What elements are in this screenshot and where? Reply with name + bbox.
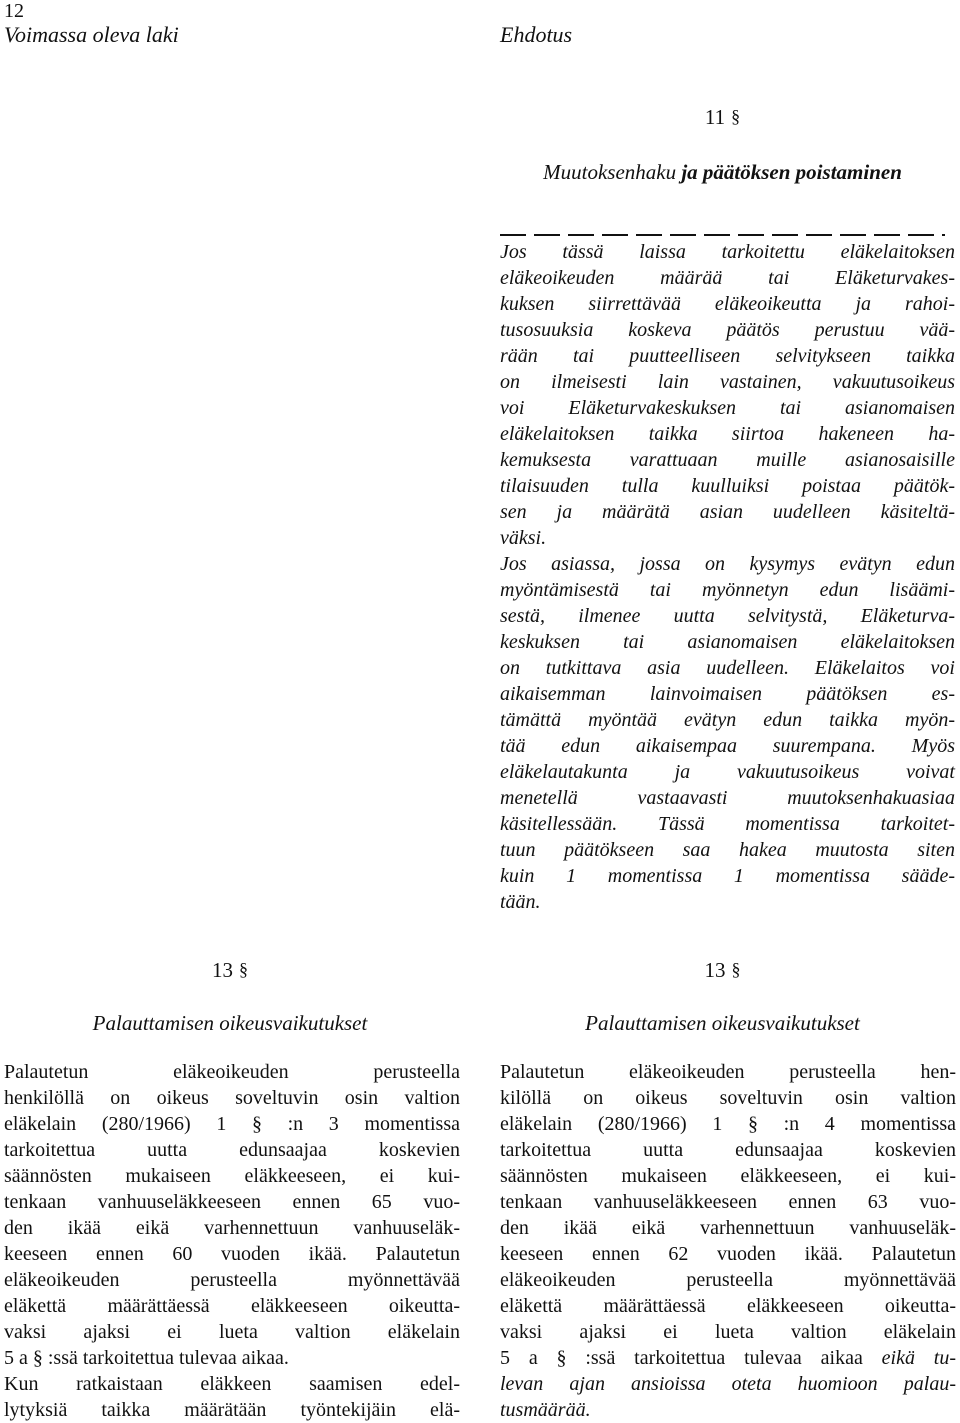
text-line: voi Eläketurvakeskuksen tai asianomaisen (500, 397, 955, 419)
section-11-paragraph-1 (500, 239, 955, 551)
text-line: tarkoitettua uutta edunsaajaa koskevien (4, 1139, 460, 1161)
left-section-13-paragraph-2 (4, 1371, 460, 1423)
section-11-title (500, 160, 945, 185)
right-section-13-paragraph-1 (500, 1059, 956, 1423)
text-line: Palautetun eläkeoikeuden perusteella (4, 1061, 460, 1083)
text-line: Palautetun eläkeoikeuden perusteella hen- (500, 1061, 956, 1083)
section-sign-icon: § (239, 959, 248, 979)
text-line: kuksen siirrettävää eläkeoikeutta ja rahoi- (500, 293, 955, 315)
right-section-13-title: Palauttamisen oikeusvaikutukset (585, 1011, 860, 1035)
text-line: eläkettä määrättäessä eläkkeeseen oikeutta- (500, 1295, 956, 1317)
text-line: keskuksen tai asianomaisen eläkelaitoksen (500, 631, 955, 653)
text-line: eläkeoikeuden perusteella myönnettävää (4, 1269, 460, 1291)
text-line: keeseen ennen 60 vuoden ikää. Palautetun (4, 1243, 460, 1265)
text-line: eläkelain (280/1966) 1 § :n 3 momentissa (4, 1113, 460, 1135)
text-line: säännösten mukaiseen eläkkeeseen, ei kui- (500, 1165, 956, 1187)
left-section-13-paragraph-1 (4, 1059, 460, 1371)
text-line: eläkettä määrättäessä eläkkeeseen oikeutta- (4, 1295, 460, 1317)
section-title-plain: Muutoksenhaku (543, 160, 677, 184)
text-line: den ikää eikä varhennettuun vanhuuseläk- (4, 1217, 460, 1239)
page-number: 12 (4, 0, 24, 22)
text-line (500, 1345, 956, 1371)
text-line: tämättä myöntää evätyn edun taikka myön- (500, 709, 955, 731)
text-line: säännösten mukaiseen eläkkeeseen, ei kui- (4, 1165, 460, 1187)
text-line: tilaisuuden tulla kuulluiksi poistaa päätök- (500, 475, 955, 497)
text-line: vaksi ajaksi ei lueta valtion eläkelain (4, 1321, 460, 1343)
section-number: 13 (704, 958, 726, 982)
section-sign-icon: § (731, 106, 741, 126)
section-11-paragraph-2 (500, 551, 955, 915)
amended-text-segment: eikä tu- (881, 1347, 957, 1369)
text-line: väksi. (500, 527, 547, 549)
section-11-heading (500, 105, 945, 130)
text-line: tään. (500, 891, 541, 913)
text-line: henkilöllä on oikeus soveltuvin osin valtion (4, 1087, 460, 1109)
text-line: tää edun aikaisempaa suurempana. Myös (500, 735, 955, 757)
right-section-13-heading (500, 958, 945, 983)
section-number: 13 (212, 958, 233, 982)
text-line: eläkelaitoksen taikka siirtoa hakeneen ha- (500, 423, 955, 445)
text-line: aikaisemman lainvoimaisen päätöksen es- (500, 683, 955, 705)
text-line: Jos asiassa, jossa on kysymys evätyn edun (500, 553, 955, 575)
text-line: myöntämisestä tai myönnetyn edun lisäämi- (500, 579, 955, 601)
text-line: sestä, ilmenee uutta selvitystä, Eläketurva- (500, 605, 955, 627)
text-line: tenkaan vanhuuseläkkeeseen ennen 65 vuo- (4, 1191, 460, 1213)
omitted-text-dash-line (500, 234, 945, 236)
text-line: Jos tässä laissa tarkoitettu eläkelaitoksen (500, 241, 955, 263)
amended-text-line: levan ajan ansioissa oteta huomioon palau- (500, 1373, 956, 1395)
text-line: keeseen ennen 62 vuoden ikää. Palautetun (500, 1243, 956, 1265)
text-line: rään tai puutteelliseen selvitykseen taikka (500, 345, 955, 367)
text-segment: 5 a § :ssä tarkoitettua tulevaa aikaa (500, 1347, 863, 1369)
section-sign-icon: § (731, 959, 741, 979)
text-line: tuun päätökseen saa hakea muutosta siten (500, 839, 955, 861)
amended-text-line: tusmäärää. (500, 1399, 591, 1421)
text-line: käsitellessään. Tässä momentissa tarkoitet- (500, 813, 955, 835)
text-line: tusosuuksia koskeva päätös perustuu vää- (500, 319, 955, 341)
section-title-amended: ja päätöksen poistaminen (681, 160, 902, 184)
text-line: kuin 1 momentissa 1 momentissa sääde- (500, 865, 955, 887)
text-line: tarkoitettua uutta edunsaajaa koskevien (500, 1139, 956, 1161)
text-line: kemuksesta varattuaan muille asianosaisille (500, 449, 955, 471)
text-line: on ilmeisesti lain vastainen, vakuutusoikeus (500, 371, 955, 393)
text-line: 5 a § :ssä tarkoitettua tulevaa aikaa. (4, 1347, 289, 1369)
text-line: menetellä vastaavasti muutoksenhakuasiaa (500, 787, 955, 809)
text-line: eläkeoikeuden perusteella myönnettävää (500, 1269, 956, 1291)
text-line: lytyksiä taikka määrätään työntekijäin elä- (4, 1399, 460, 1421)
text-line: sen ja määrätä asian uudelleen käsiteltä- (500, 501, 955, 523)
proposal-column-header: Ehdotus (500, 22, 573, 47)
current-law-column-header: Voimassa oleva laki (4, 22, 179, 47)
text-line: on tutkittava asia uudelleen. Eläkelaitos voi (500, 657, 955, 679)
text-line: eläkelain (280/1966) 1 § :n 4 momentissa (500, 1113, 956, 1135)
text-line: eläkeoikeuden määrää tai Eläketurvakes- (500, 267, 955, 289)
text-line: den ikää eikä varhennettuun vanhuuseläk- (500, 1217, 956, 1239)
text-line: vaksi ajaksi ei lueta valtion eläkelain (500, 1321, 956, 1343)
text-line: eläkelautakunta ja vakuutusoikeus voivat (500, 761, 955, 783)
left-section-13-title: Palauttamisen oikeusvaikutukset (92, 1011, 368, 1035)
left-section-13-heading (0, 958, 460, 983)
text-line: Kun ratkaistaan eläkkeen saamisen edel- (4, 1373, 460, 1395)
text-line: tenkaan vanhuuseläkkeeseen ennen 63 vuo- (500, 1191, 956, 1213)
text-line: kilöllä on oikeus soveltuvin osin valtion (500, 1087, 956, 1109)
section-number: 11 (704, 105, 726, 129)
